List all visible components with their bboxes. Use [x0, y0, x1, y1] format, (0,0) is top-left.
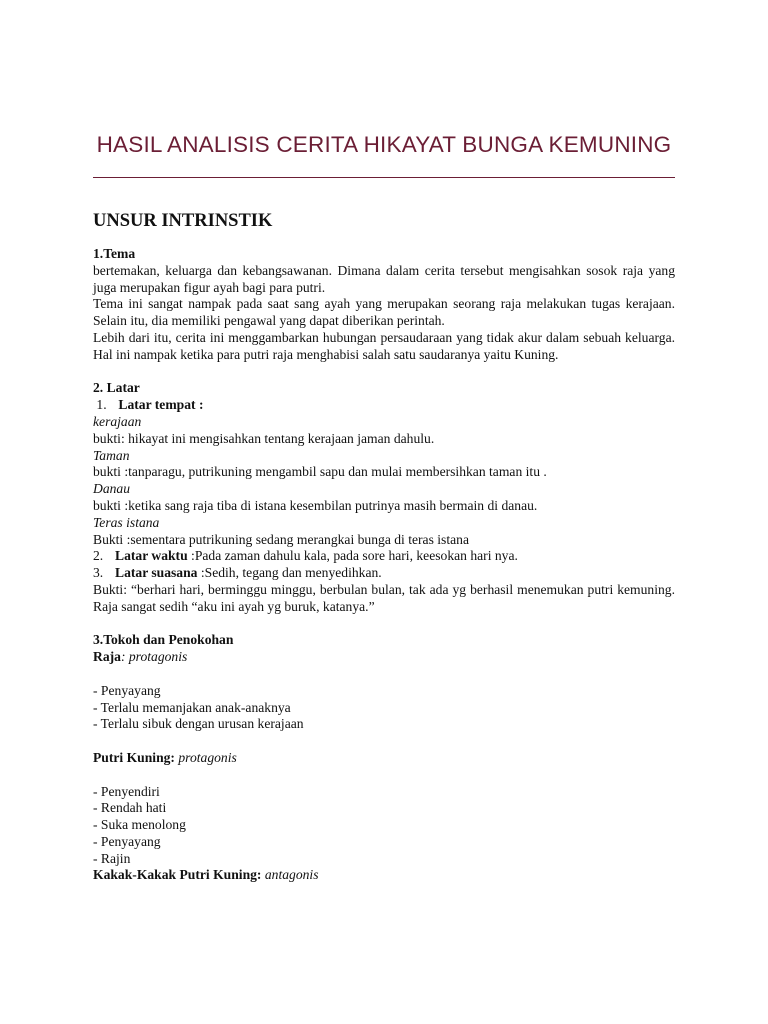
place-evidence: bukti :tanparagu, putrikuning mengambil sapu dan mulai membersihkan taman itu . — [93, 464, 547, 480]
latar-waktu — [93, 548, 675, 565]
trait-item: - Rendah hati — [93, 800, 167, 816]
tema-paragraph-3: Lebih dari itu, cerita ini menggambarkan hubungan persaudaraan yang tidak akur dalam sebuah keluarga. Hal ini nampak ketika para putri raja menghabisi salah satu saudaranya yaitu Kuning. — [93, 329, 675, 362]
trait-item: - Suka menolong — [93, 817, 186, 833]
trait-item: - Penyendiri — [93, 783, 160, 799]
section-heading: UNSUR INTRINSTIK — [93, 211, 273, 231]
place-name: Taman — [93, 447, 130, 463]
trait-item: - Rajin — [93, 850, 131, 866]
character-role: protagonis — [174, 749, 237, 765]
place-evidence: bukti: hikayat ini mengisahkan tentang kerajaan jaman dahulu. — [93, 430, 435, 446]
latar-waktu-text: :Pada zaman dahulu kala, pada sore hari, keesokan hari nya. — [187, 548, 518, 564]
place-evidence: Bukti :sementara putrikuning sedang merangkai bunga di teras istana — [93, 531, 469, 547]
character-role: : protagonis — [120, 649, 188, 665]
place-evidence: bukti :ketika sang raja tiba di istana kesembilan putrinya masih bermain di danau. — [93, 497, 538, 513]
character-name: Raja — [93, 649, 121, 665]
latar-tempat — [93, 397, 675, 414]
place-name: kerajaan — [93, 413, 142, 429]
trait-item: - Terlalu memanjakan anak-anaknya — [93, 699, 291, 715]
latar-label: 2. Latar — [93, 380, 140, 396]
list-number: 3. — [93, 565, 104, 581]
latar-suasana — [93, 565, 675, 582]
trait-item: - Penyayang — [93, 682, 161, 698]
list-number: 1. — [96, 397, 107, 413]
tema-paragraph-1: bertemakan, keluarga dan kebangsawanan. Dimana dalam cerita tersebut mengisahkan sosok raja yang juga merupakan figur ayah bagi para putri. — [93, 262, 675, 295]
place-name: Danau — [93, 481, 131, 497]
title-divider — [93, 177, 675, 178]
latar-tempat-label: Latar tempat : — [118, 397, 204, 413]
document-title: HASIL ANALISIS CERITA HIKAYAT BUNGA KEMUNING — [96, 132, 672, 157]
character-name: Kakak-Kakak Putri Kuning: — [93, 867, 262, 883]
latar-suasana-text: :Sedih, tegang dan menyedihkan. — [197, 565, 382, 581]
place-name: Teras istana — [93, 514, 160, 530]
document-body — [93, 210, 675, 884]
trait-item: - Penyayang — [93, 833, 161, 849]
tema-paragraph-2: Tema ini sangat nampak pada saat sang ayah yang merupakan seorang raja melakukan tugas kerajaan. Selain itu, dia memiliki pengawal yang dapat diberikan perintah. — [93, 296, 675, 329]
tokoh-label: 3.Tokoh dan Penokohan — [93, 632, 234, 648]
tema-label: 1.Tema — [93, 246, 136, 261]
tokoh-putri-kuning — [93, 750, 675, 767]
tokoh-kakak — [93, 867, 675, 884]
latar-suasana-label: Latar suasana — [115, 565, 198, 581]
tokoh-raja — [93, 649, 675, 666]
character-name: Putri Kuning: — [93, 749, 175, 765]
character-role: antagonis — [261, 867, 319, 883]
trait-item: - Terlalu sibuk dengan urusan kerajaan — [93, 716, 304, 732]
list-number: 2. — [93, 548, 104, 564]
latar-waktu-label: Latar waktu — [115, 548, 188, 564]
latar-suasana-bukti: Bukti: “berhari hari, berminggu minggu, berbulan bulan, tak ada yg berhasil menemukan putri kemuning. Raja sangat sedih “aku ini ayah yg buruk, katanya.” — [93, 581, 675, 614]
